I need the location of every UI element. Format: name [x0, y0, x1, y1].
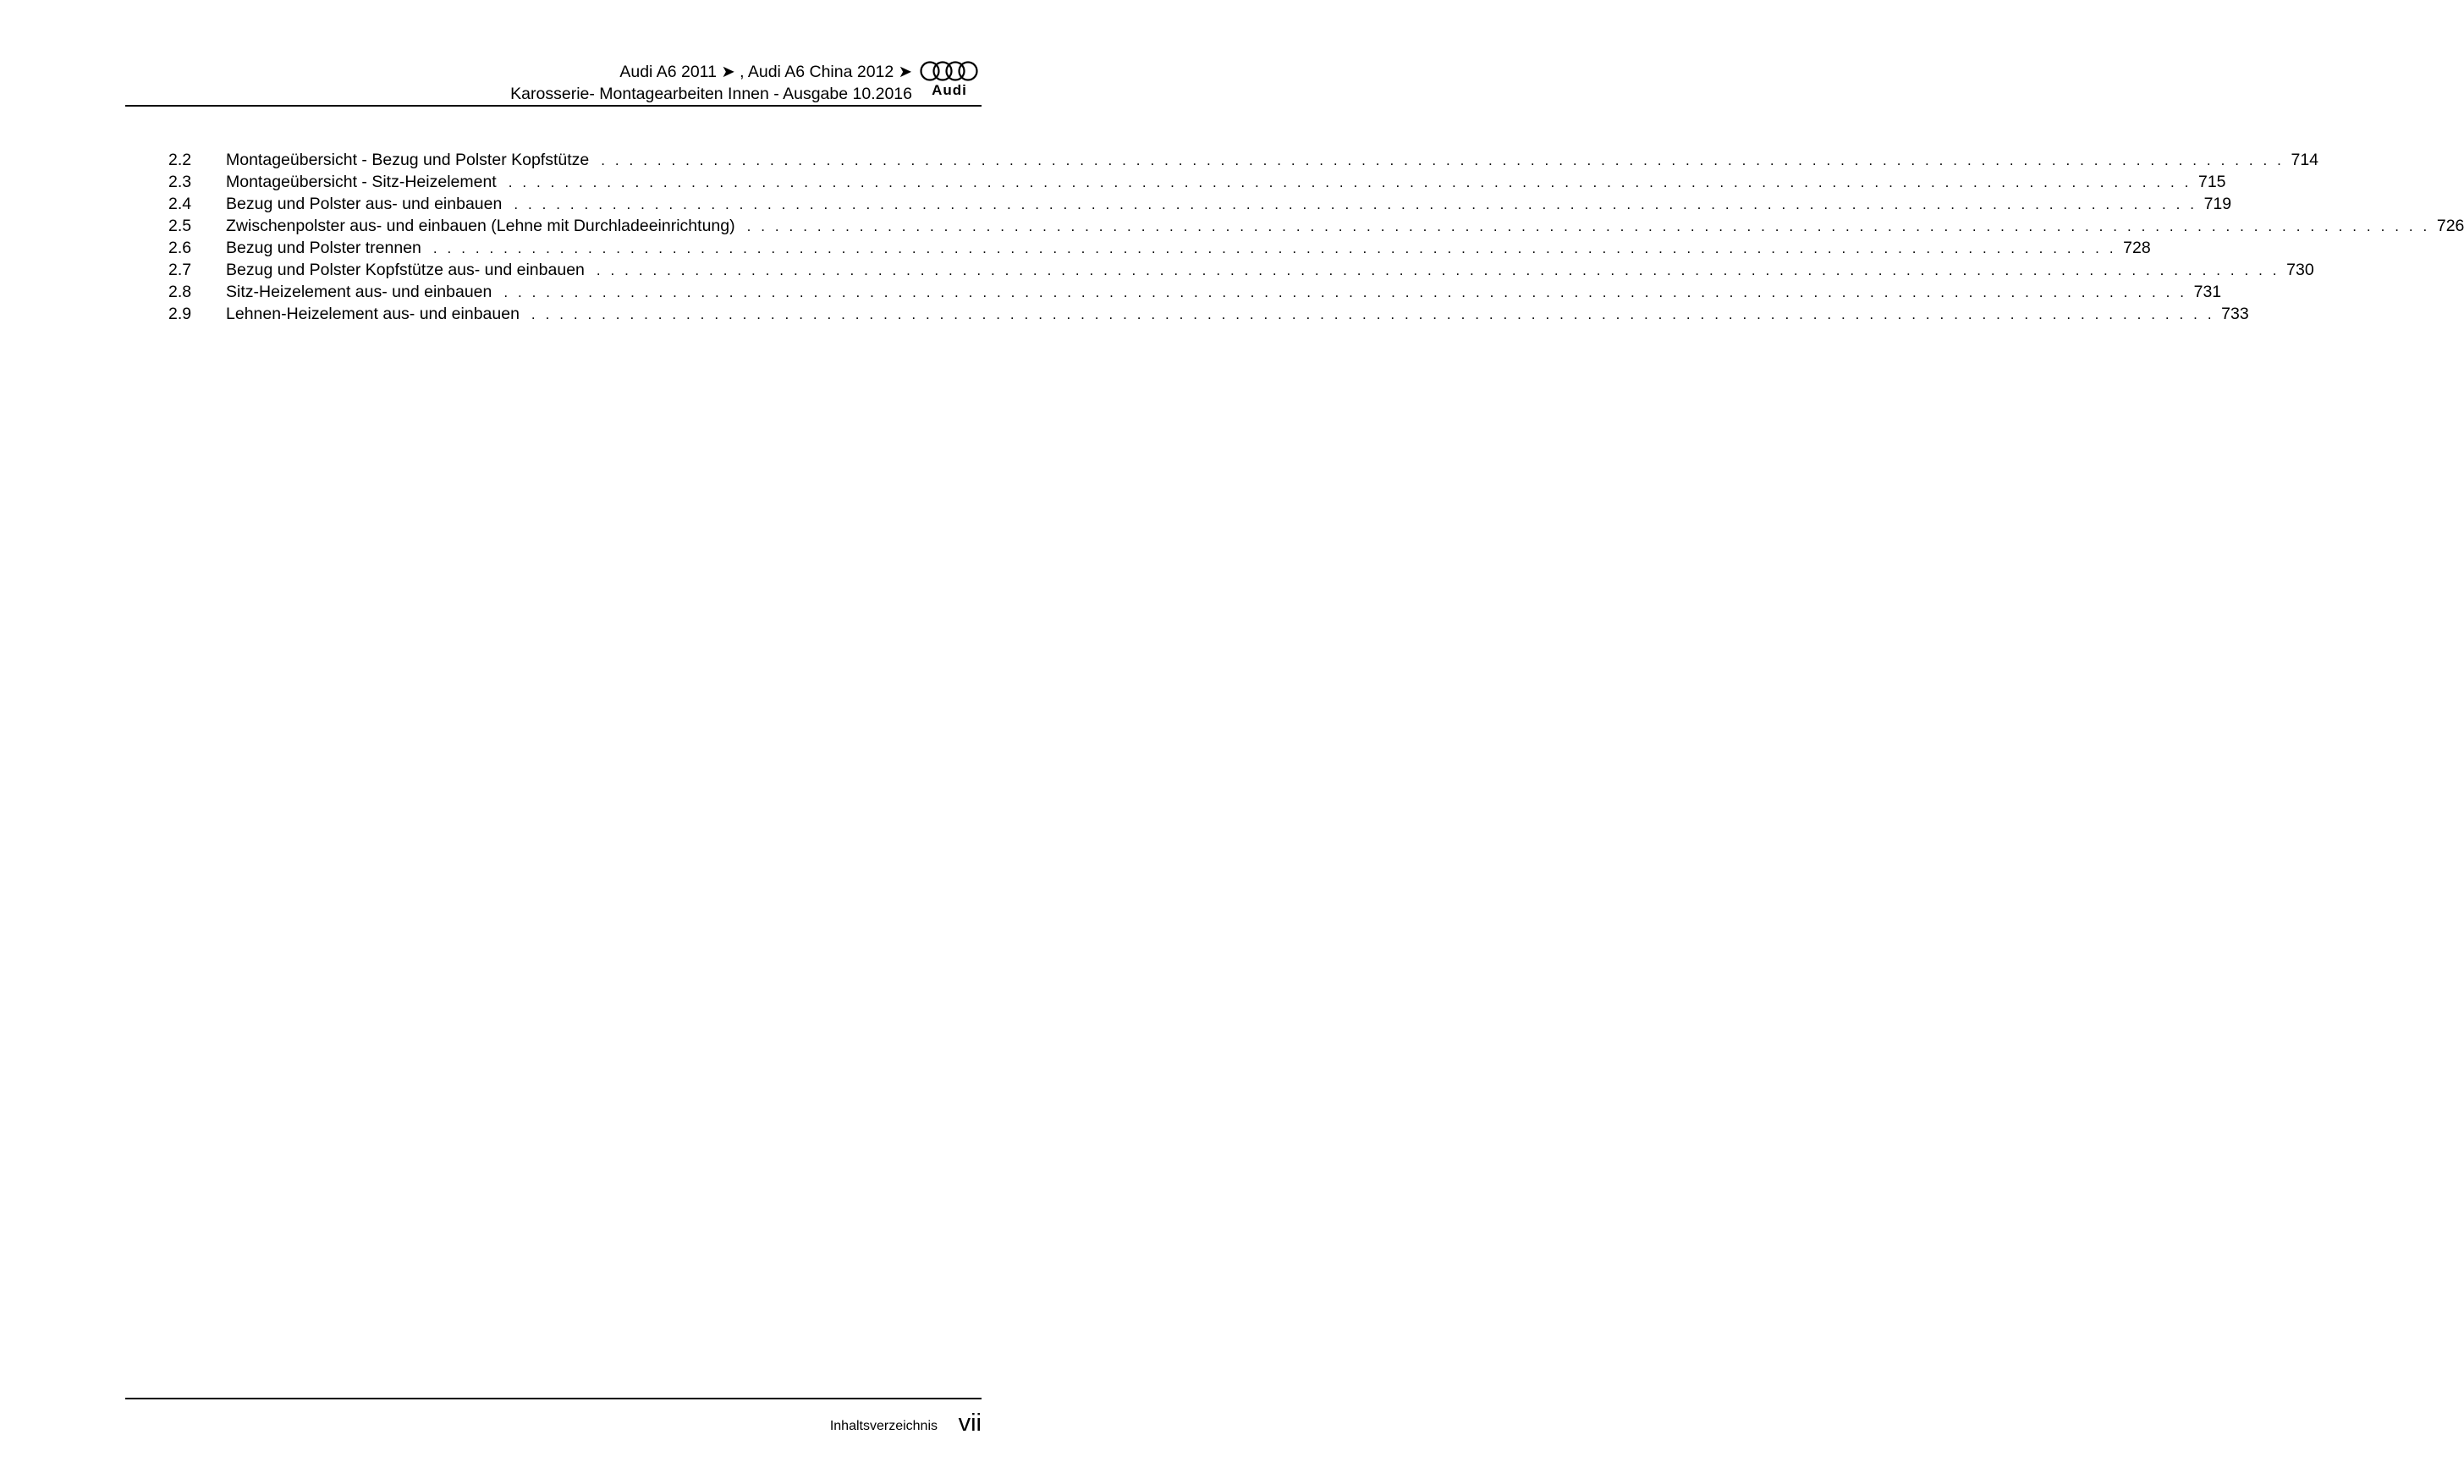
toc-entry-number: 2.5: [168, 217, 192, 235]
toc-entry-number: 2.2: [168, 151, 192, 169]
toc-entry-page[interactable]: 731: [2193, 283, 2222, 301]
toc-entry-page[interactable]: 728: [2123, 239, 2151, 257]
toc-entry[interactable]: [168, 149, 2319, 171]
toc-dot-leader: . . . . . . . . . . . . . . . . . . . . . . . . . . . . . . . . . . . . . . . . . . . . . . . . . . . . . . . . . . . . . . . . . . . . . . . . . . . . . . . . . . . . . . . . . . . . . . . . . . . . . . . . . . . . . . . . . . . . . . . .: [514, 196, 2197, 212]
header-text: [510, 61, 912, 105]
toc-dot-leader: . . . . . . . . . . . . . . . . . . . . . . . . . . . . . . . . . . . . . . . . . . . . . . . . . . . . . . . . . . . . . . . . . . . . . . . . . . . . . . . . . . . . . . . . . . . . . . . . . . . . . . . . . . . . . . . . . . . . . . . .: [503, 284, 2187, 300]
toc-entry-number: 2.6: [168, 239, 192, 257]
audi-rings-logo-icon: [919, 61, 980, 98]
toc-entry-page[interactable]: 715: [2197, 173, 2226, 191]
page-header: [125, 58, 982, 107]
toc-entry-number: 2.4: [168, 195, 192, 213]
toc-entry-title[interactable]: Montageübersicht - Bezug und Polster Kopfstütze: [226, 151, 590, 169]
header-manual-line: Karosserie- Montagearbeiten Innen - Ausgabe 10.2016: [510, 85, 912, 103]
footer-section-label: Inhaltsverzeichnis: [829, 1419, 938, 1433]
toc-entry-number: 2.7: [168, 261, 192, 279]
toc-dot-leader: . . . . . . . . . . . . . . . . . . . . . . . . . . . . . . . . . . . . . . . . . . . . . . . . . . . . . . . . . . . . . . . . . . . . . . . . . . . . . . . . . . . . . . . . . . . . . . . . . . . . . . . . . . . . . . . . . . . . . . . .: [432, 240, 2117, 256]
toc-entry-title[interactable]: Lehnen-Heizelement aus- und einbauen: [226, 305, 520, 323]
toc-entry-title[interactable]: Zwischenpolster aus- und einbauen (Lehne mit Durchladeeinrichtung): [226, 217, 735, 235]
toc-entry-number: 2.3: [168, 173, 192, 191]
toc-entry[interactable]: [168, 193, 2232, 215]
toc-entry-title[interactable]: Montageübersicht - Sitz-Heizelement: [226, 173, 497, 191]
toc-entry-title[interactable]: Bezug und Polster Kopfstütze aus- und einbauen: [226, 261, 585, 279]
page-footer: [125, 1398, 982, 1437]
table-of-contents: [168, 149, 2464, 325]
toc-entry-page[interactable]: 726: [2436, 217, 2464, 235]
toc-dot-leader: . . . . . . . . . . . . . . . . . . . . . . . . . . . . . . . . . . . . . . . . . . . . . . . . . . . . . . . . . . . . . . . . . . . . . . . . . . . . . . . . . . . . . . . . . . . . . . . . . . . . . . . . . . . . . . . . . . . . . . . .: [508, 174, 2192, 190]
toc-entry-number: 2.9: [168, 305, 192, 323]
toc-entry-title[interactable]: Bezug und Polster aus- und einbauen: [226, 195, 503, 213]
toc-dot-leader: . . . . . . . . . . . . . . . . . . . . . . . . . . . . . . . . . . . . . . . . . . . . . . . . . . . . . . . . . . . . . . . . . . . . . . . . . . . . . . . . . . . . . . . . . . . . . . . . . . . . . . . . . . . . . . . . . . . . . . . .: [596, 262, 2280, 278]
toc-entry[interactable]: [168, 171, 2226, 193]
toc-entry-page[interactable]: 719: [2203, 195, 2232, 213]
toc-entry-title[interactable]: Sitz-Heizelement aus- und einbauen: [226, 283, 492, 301]
audi-logo-wordmark: Audi: [932, 82, 967, 98]
toc-entry[interactable]: [168, 215, 2464, 237]
header-model-line: Audi A6 2011 ➤ , Audi A6 China 2012 ➤: [619, 63, 912, 81]
toc-dot-leader: . . . . . . . . . . . . . . . . . . . . . . . . . . . . . . . . . . . . . . . . . . . . . . . . . . . . . . . . . . . . . . . . . . . . . . . . . . . . . . . . . . . . . . . . . . . . . . . . . . . . . . . . . . . . . . . . . . . . . . . .: [746, 218, 2430, 234]
toc-entry-page[interactable]: 714: [2291, 151, 2319, 169]
toc-entry[interactable]: [168, 259, 2314, 281]
toc-entry[interactable]: [168, 303, 2249, 325]
footer-page-number: vii: [958, 1410, 982, 1437]
toc-entry-number: 2.8: [168, 283, 192, 301]
toc-entry[interactable]: [168, 237, 2151, 259]
toc-entry-page[interactable]: 730: [2286, 261, 2314, 279]
toc-entry-page[interactable]: 733: [2221, 305, 2249, 323]
toc-dot-leader: . . . . . . . . . . . . . . . . . . . . . . . . . . . . . . . . . . . . . . . . . . . . . . . . . . . . . . . . . . . . . . . . . . . . . . . . . . . . . . . . . . . . . . . . . . . . . . . . . . . . . . . . . . . . . . . . . . . . . . . .: [601, 152, 2285, 168]
toc-entry-title[interactable]: Bezug und Polster trennen: [226, 239, 421, 257]
toc-entry[interactable]: [168, 281, 2222, 303]
toc-dot-leader: . . . . . . . . . . . . . . . . . . . . . . . . . . . . . . . . . . . . . . . . . . . . . . . . . . . . . . . . . . . . . . . . . . . . . . . . . . . . . . . . . . . . . . . . . . . . . . . . . . . . . . . . . . . . . . . . . . . . . . . .: [531, 306, 2215, 322]
